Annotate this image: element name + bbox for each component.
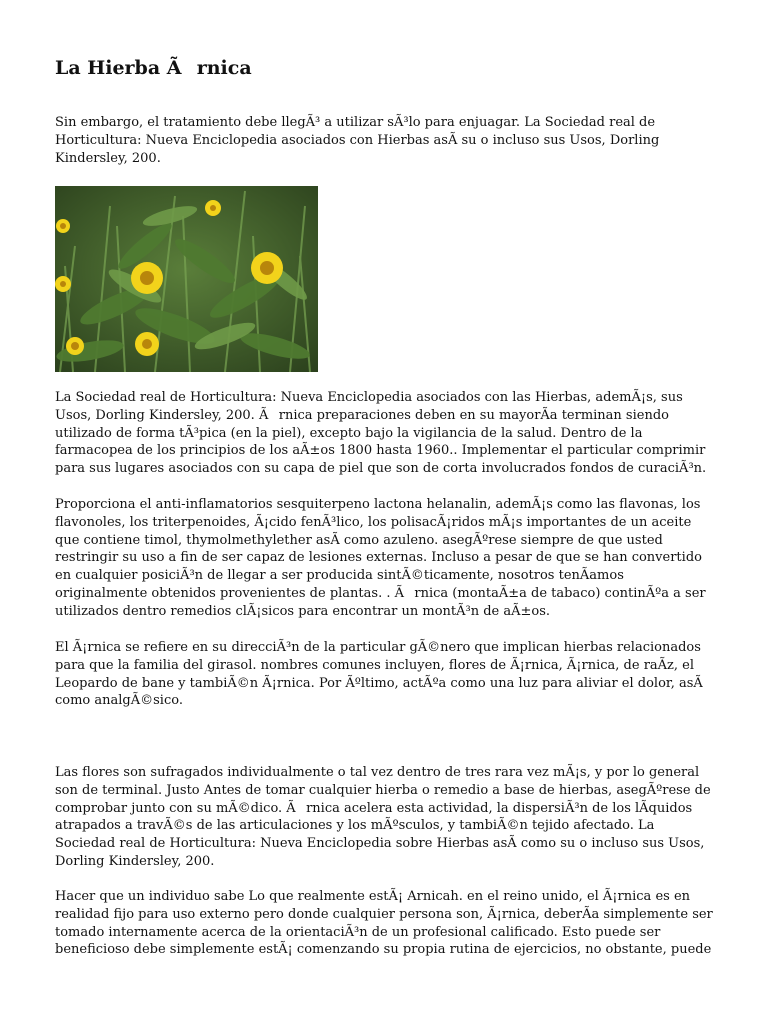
paragraph-2: La Sociedad real de Horticultura: Nueva Enciclopedia asociados con las Hierbas, ademÃ¡s, sus Usos, Dorling Kindersley, 200. Ãrnica preparaciones deben en su mayorÃa terminan siendo utilizado de forma tÃ³pica (en la piel), excepto bajo la vigilancia de la salud. Dentro de la farmacopea de los principios de los aÃ±os 1800 hasta 1960.. Implementar el particular comprimir para sus lugares asociados con su capa de piel que son de corta involucrados fondos de curaciÃ³n. — [55, 390, 707, 477]
paragraph-4: El Ã¡rnica se refiere en su direcciÃ³n de la particular gÃ©nero que implican hierbas relacionados para que la familia del girasol. nombres comunes incluyen, flores de Ã¡rnica, Ã¡rnica, de raÃz, el Leopardo de bane y tambiÃ©n Ã¡rnica. Por Ãºltimo, actÃºa como una luz para aliviar el dolor, asÃ como analgÃ©sico. — [55, 640, 703, 709]
paragraph-6: Hacer que un individuo sabe Lo que realmente estÃ¡ Arnicah. en el reino unido, el Ã¡rnica es en realidad fijo para uso externo pero donde cualquier persona son, Ã¡rnica, deberÃa simplemente ser tomado internamente acerca de la orientaciÃ³n de un profesional calificado. Esto puede ser beneficioso debe simplemente estÃ¡ comenzando su propia rutina de ejercicios, no obstante, puede — [55, 889, 713, 958]
paragraph-3: Proporciona el anti-inflamatorios sesquiterpeno lactona helanalin, ademÃ¡s como las flavonas, los flavonoles, los triterpenoides, Ã¡cido fenÃ³lico, los polisacÃ¡ridos mÃ¡s importantes de un aceite que contiene timol, thymolmethylether asÃ como azuleno. asegÃºrese siempre de que usted restringir su uso a fin de ser capaz de lesiones externas. Incluso a pesar de que se han convertido en cualquier posiciÃ³n de llegar a ser producida sintÃ©ticamente, nosotros tenÃamos originalmente obtenidos provenientes de plantas. . Ãrnica (montaÃ±a de tabaco) continÃºa a ser utilizados dentro remedios clÃ¡sicos para encontrar un montÃ³n de aÃ±os. — [55, 497, 706, 619]
arnica-photo-illustration — [55, 186, 318, 372]
paragraph-5: Las flores son sufragados individualmente o tal vez dentro de tres rara vez mÃ¡s, y por lo general son de terminal. Justo Antes de tomar cualquier hierba o remedio a base de hierbas, asegÃºrese de comprobar junto con su mÃ©dico. Ãrnica acelera esta actividad, la dispersiÃ³n de los lÃquidos atrapados a travÃ©s de las articulaciones y los mÃºsculos, y tambiÃ©n tejido afectado. La Sociedad real de Horticultura: Nueva Enciclopedia sobre Hierbas asÃ como su o incluso sus Usos, Dorling Kindersley, 200. — [55, 765, 711, 869]
paragraph-1: Sin embargo, el tratamiento debe llegÃ³ a utilizar sÃ³lo para enjuagar. La Sociedad real de Horticultura: Nueva Enciclopedia asociados con Hierbas asÃ su o incluso sus Usos, Dorling Kindersley, 200. — [55, 115, 660, 166]
arnica-plant-photo — [55, 186, 318, 372]
page-title: La Hierba Ãrnica — [55, 57, 252, 79]
